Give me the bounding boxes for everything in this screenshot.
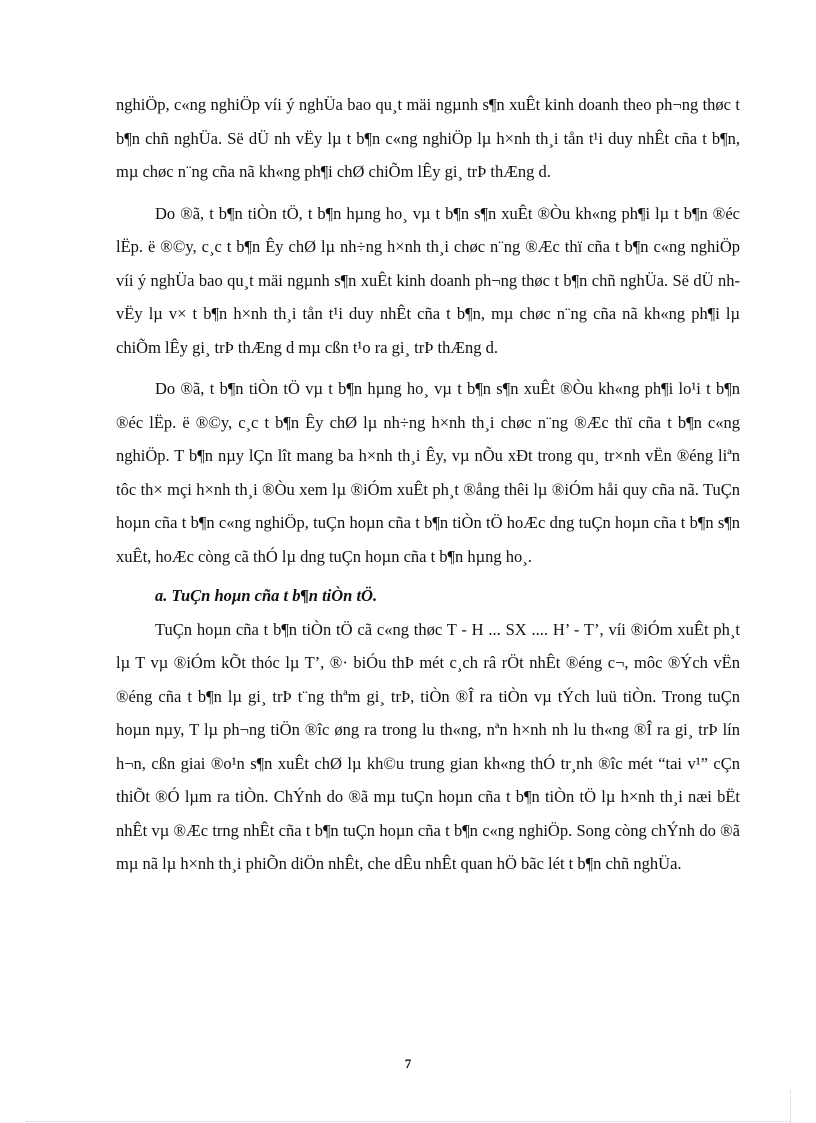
paragraph-continuation: nghiÖp, c«ng nghiÖp víi ý nghÜa bao qu¸t mäi ngµnh s¶n xuÊt kinh doanh theo ph¬ng thøc t b¶n chñ nghÜa. Së dÜ nh vËy lµ t b¶n c«ng nghiÖp lµ h×nh th¸i tån t¹i duy nhÊt cña t b¶n, mµ chøc n¨ng cña nã kh«ng ph¶i chØ chiÕm lÊy gi¸ trÞ thÆng d.: [116, 95, 740, 181]
body-text: [116, 88, 740, 881]
paragraph: Do ®ã, t b¶n tiÒn tÖ, t b¶n hµng ho¸ vµ t b¶n s¶n xuÊt ®Òu kh«ng ph¶i lµ t b¶n ®éc lËp. ë ®©y, c¸c t b¶n Êy chØ lµ nh÷ng h×nh th¸i chøc n¨ng ®Æc thï cña t b¶n c«ng nghiÖp víi ý nghÜa bao qu¸t mäi ngµnh s¶n xuÊt kinh doanh ph¬ng thøc t b¶n chñ nghÜa. Së dÜ nh vËy lµ v× t b¶n h×nh th¸i tån t¹i duy nhÊt cña t b¶n, mµ chøc n¨ng cña nã kh«ng ph¶i lµ chiÕm lÊy gi¸ trÞ thÆng d mµ cßn t¹o ra gi¸ trÞ thÆng d.: [116, 203, 740, 357]
page-side-border: [790, 1090, 791, 1123]
section-heading: a. TuÇn hoµn cña t b¶n tiÒn tÖ.: [155, 586, 378, 605]
page-bottom-border: [26, 1121, 790, 1122]
paragraph: Do ®ã, t b¶n tiÒn tÖ vµ t b¶n hµng ho¸ vµ t b¶n s¶n xuÊt ®Òu kh«ng ph¶i lo¹i t b¶n ®éc lËp. ë ®©y, c¸c t b¶n Êy chØ lµ nh÷ng h×nh th¸i chøc n¨ng ®Æc thï cña t b¶n c«ng nghiÖp. T b¶n nµy lÇn lît mang ba h×nh th¸i Êy, vµ nÕu xÐt trong qu¸ tr×nh vËn ®éng liªn tôc th× mçi h×nh th¸i ®Òu xem lµ ®iÓm xuÊt ph¸t ®ång thêi lµ ®iÓm håi quy cña nã. TuÇn hoµn cña t b¶n c«ng nghiÖp, tuÇn hoµn cña t b¶n tiÒn tÖ hoÆc dng tuÇn hoµn cña t b¶n s¶n xuÊt, hoÆc còng cã thÓ lµ dng tuÇn hoµn cña t b¶n hµng ho¸.: [116, 379, 740, 566]
page-number: 7: [404, 1056, 412, 1071]
section-paragraph: TuÇn hoµn cña t b¶n tiÒn tÖ cã c«ng thøc T - H ... SX .... H’ - T’, víi ®iÓm xuÊt ph¸t lµ T vµ ®iÓm kÕt thóc lµ T’, ®· biÓu thÞ mét c¸ch râ rÖt nhÊt ®éng c¬, môc ®Ých vËn ®éng cña t b¶n lµ gi¸ trÞ t¨ng thªm gi¸ trÞ, tiÒn ®Î ra tiÒn vµ tÝch luü tiÒn. Trong tuÇn hoµn nµy, T lµ ph¬ng tiÖn ®îc øng ra trong lu th«ng, nªn h×nh nh lu th«ng ®Î ra gi¸ trÞ lín h¬n, cßn giai ®o¹n s¶n xuÊt chØ lµ kh©u trung gian kh«ng thÓ tr¸nh ®îc mét “tai v¹” cÇn thiÕt ®Ó lµm ra tiÒn. ChÝnh do ®ã mµ tuÇn hoµn cña t b¶n tiÒn tÖ lµ h×nh th¸i næi bËt nhÊt vµ ®Æc trng nhÊt cña t b¶n tuÇn hoµn cña t b¶n c«ng nghiÖp. Song còng chÝnh do ®ã mµ nã lµ h×nh th¸i phiÕn diÖn nhÊt, che dÊu nhÊt quan hÖ bãc lét t b¶n chñ nghÜa.: [116, 619, 740, 873]
